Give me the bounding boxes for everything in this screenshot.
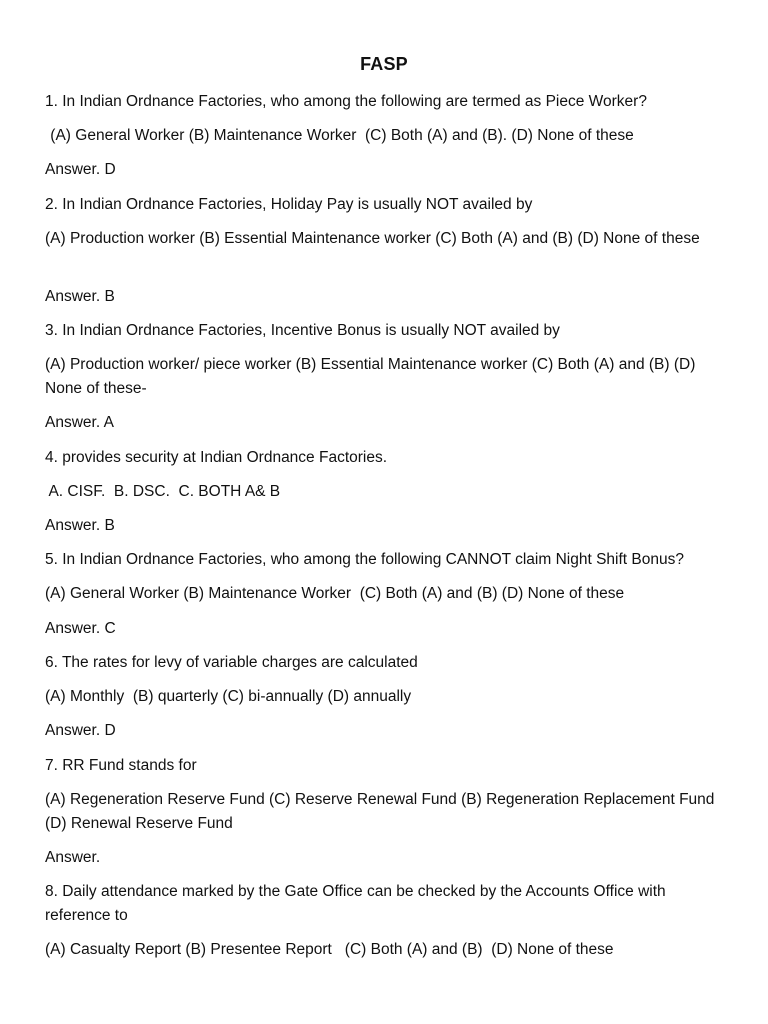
- question-1: 1. In Indian Ordnance Factories, who among the following are termed as Piece Worker?: [45, 93, 647, 110]
- question-3: 3. In Indian Ordnance Factories, Incentive Bonus is usually NOT availed by: [45, 322, 560, 339]
- options-4: A. CISF. B. DSC. C. BOTH A& B: [45, 483, 281, 500]
- answer-7: Answer.: [45, 849, 101, 866]
- question-7: 7. RR Fund stands for: [45, 757, 197, 774]
- answer-3: Answer. A: [45, 414, 114, 431]
- question-8: 8. Daily attendance marked by the Gate Office can be checked by the Accounts Office with reference to: [45, 883, 666, 924]
- options-2: (A) Production worker (B) Essential Maintenance worker (C) Both (A) and (B) (D) None of these: [45, 230, 700, 247]
- answer-1: Answer. D: [45, 161, 116, 178]
- question-6: 6. The rates for levy of variable charges are calculated: [45, 654, 418, 671]
- options-3: (A) Production worker/ piece worker (B) Essential Maintenance worker (C) Both (A) and (B) (D) None of these-: [45, 356, 696, 397]
- answer-6: Answer. D: [45, 722, 116, 739]
- answer-5: Answer. C: [45, 620, 116, 637]
- answer-4: Answer. B: [45, 517, 115, 534]
- answer-2: Answer. B: [45, 288, 115, 305]
- question-4: 4. provides security at Indian Ordnance Factories.: [45, 449, 388, 466]
- options-5: (A) General Worker (B) Maintenance Worker (C) Both (A) and (B) (D) None of these: [45, 585, 625, 602]
- document-title: FASP: [360, 54, 408, 74]
- options-8: (A) Casualty Report (B) Presentee Report (C) Both (A) and (B) (D) None of these: [45, 941, 614, 958]
- question-2: 2. In Indian Ordnance Factories, Holiday Pay is usually NOT availed by: [45, 196, 533, 213]
- options-7: (A) Regeneration Reserve Fund (C) Reserve Renewal Fund (B) Regeneration Replacement Fund (D) Renewal Reserve Fund: [45, 791, 715, 832]
- question-5: 5. In Indian Ordnance Factories, who among the following CANNOT claim Night Shift Bonus?: [45, 551, 684, 568]
- options-1: (A) General Worker (B) Maintenance Worker (C) Both (A) and (B). (D) None of these: [46, 127, 634, 144]
- options-6: (A) Monthly (B) quarterly (C) bi-annually (D) annually: [45, 688, 412, 705]
